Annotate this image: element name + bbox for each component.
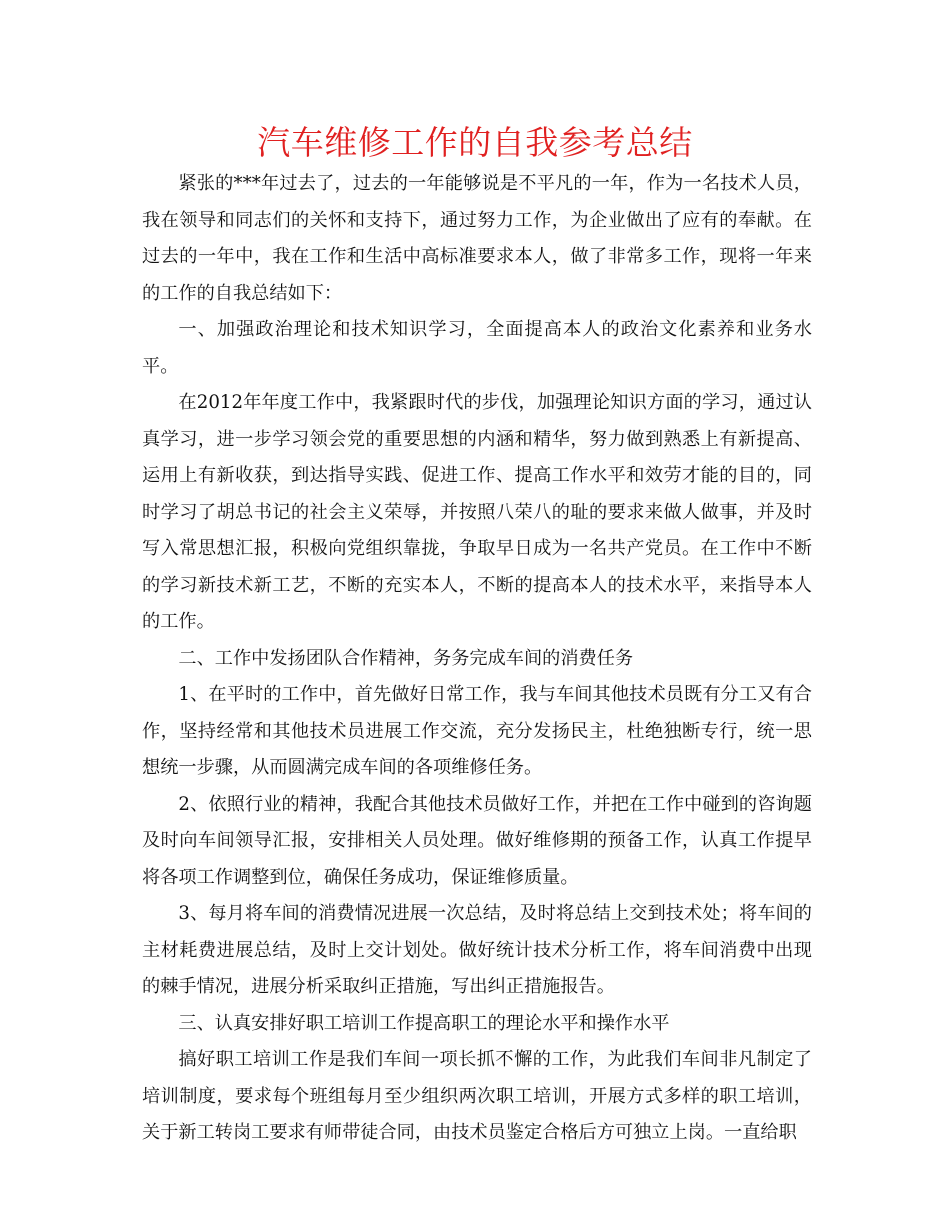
- paragraph-intro: 紧张的***年过去了，过去的一年能够说是不平凡的一年，作为一名技术人员，我在领导和同志们的关怀和支持下，通过努力工作，为企业做出了应有的奉献。在过去的一年中，我在工作和生活中高标准要求本人，做了非常多工作，现将一年来的工作的自我总结如下：: [142, 173, 812, 304]
- section-heading-1: 一、加强政治理论和技术知识学习，全面提高本人的政治文化素养和业务水平。: [142, 319, 812, 377]
- section-heading-3: 三、认真安排好职工培训工作提高职工的理论水平和操作水平: [178, 1012, 670, 1034]
- paragraph-item-3: 3、每月将车间的消费情况进展一次总结，及时将总结上交到技术处；将车间的主材耗费进展总结，及时上交计划处。做好统计技术分析工作，将车间消费中出现的棘手情况，进展分析采取纠正措施，写出纠正措施报告。: [142, 903, 812, 997]
- paragraph-study: 在2012年年度工作中，我紧跟时代的步伐，加强理论知识方面的学习，通过认真学习，进一步学习领会党的重要思想的内涵和精华，努力做到熟悉上有新提高、运用上有新收获，到达指导实践、促进工作、提高工作水平和效劳才能的目的，同时学习了胡总书记的社会主义荣辱，并按照八荣八的耻的要求来做人做事，并及时写入常思想汇报，积极向党组织靠拢，争取早日成为一名共产党员。在工作中不断的学习新技术新工艺，不断的充实本人，不断的提高本人的技术水平，来指导本人的工作。: [142, 392, 812, 632]
- paragraph-training: 搞好职工培训工作是我们车间一项长抓不懈的工作，为此我们车间非凡制定了培训制度，要求每个班组每月至少组织两次职工培训，开展方式多样的职工培训，关于新工转岗工要求有师带徒合同，由技术员鉴定合格后方可独立上岗。一直给职: [142, 1049, 812, 1143]
- paragraph-item-2: 2、依照行业的精神，我配合其他技术员做好工作，并把在工作中碰到的咨询题及时向车间领导汇报，安排相关人员处理。做好维修期的预备工作，认真工作提早将各项工作调整到位，确保任务成功，保证维修质量。: [142, 793, 812, 888]
- document-body: [142, 166, 812, 1152]
- section-heading-2: 二、工作中发扬团队合作精神，务务完成车间的消费任务: [178, 647, 634, 669]
- document-title: 汽车维修工作的自我参考总结: [257, 123, 693, 162]
- paragraph-item-1: 1、在平时的工作中，首先做好日常工作，我与车间其他技术员既有分工又有合作，坚持经常和其他技术员进展工作交流，充分发扬民主，杜绝独断专行，统一思想统一步骤，从而圆满完成车间的各项维修任务。: [142, 684, 812, 778]
